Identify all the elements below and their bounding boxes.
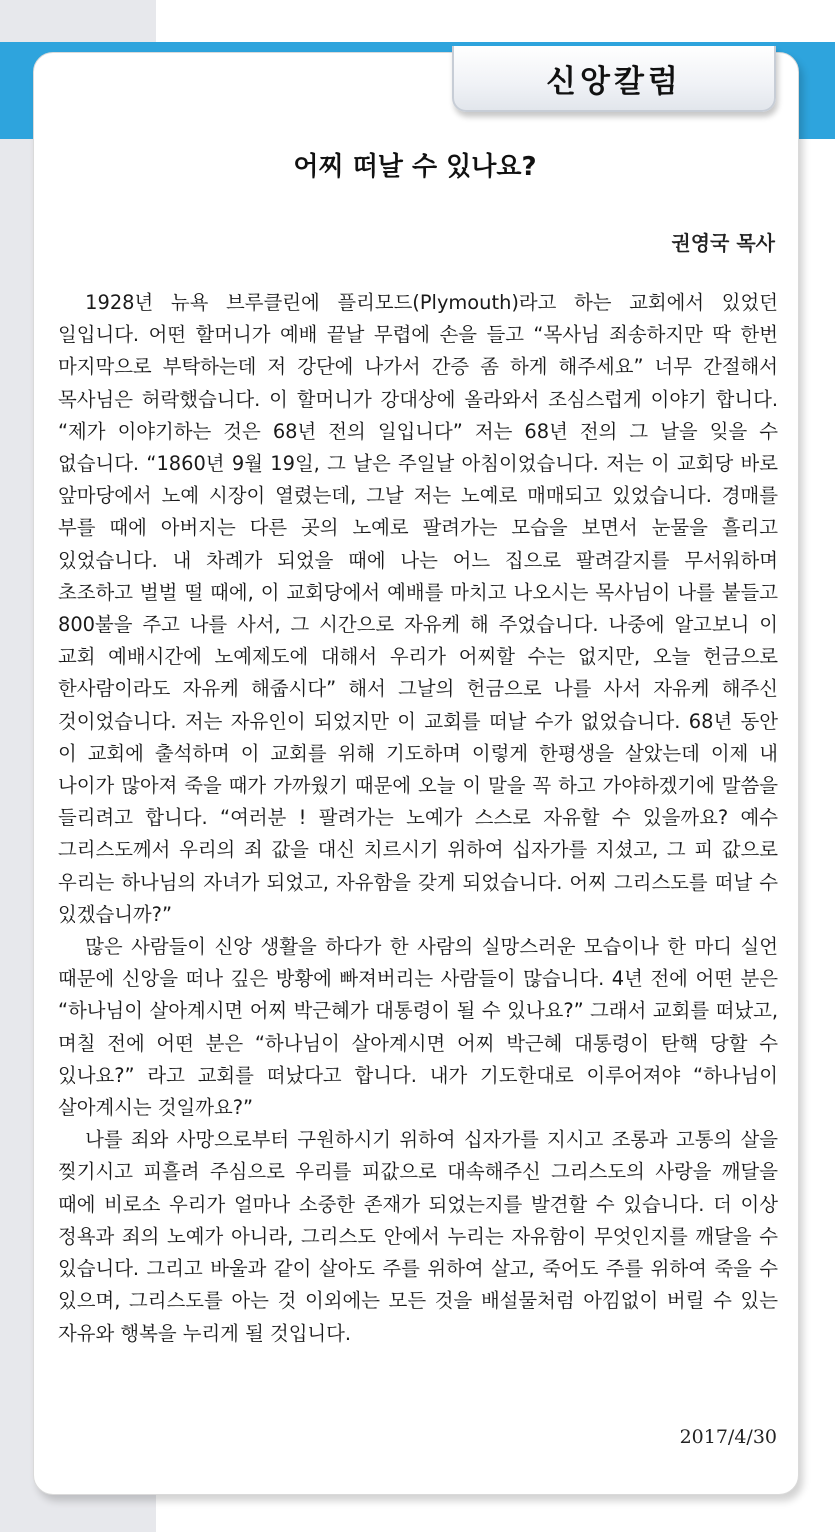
column-tab: [452, 46, 776, 112]
article-author: 권영국 목사: [671, 231, 775, 255]
column-title: 신앙칼럼: [546, 63, 682, 100]
paragraph: 많은 사람들이 신앙 생활을 하다가 한 사람의 실망스러운 모습이나 한 마디 실언 때문에 신앙을 떠나 깊은 방황에 빠져버리는 사람들이 많습니다. 4년 전에 어떤 분은 “하나님이 살아계시면 어찌 박근혜가 대통령이 될 수 있나요?” 그래서 교회를 떠났고, 며칠 전에 어떤 분은 “하나님이 살아계시면 어찌 박근혜 대통령이 탄핵 당할 수 있나요?” 라고 교회를 떠났다고 합니다. 내가 기도한대로 이루어져야 “하나님이 살아계시는 것일까요?”: [58, 935, 778, 1120]
paragraph: 나를 죄와 사망으로부터 구원하시기 위하여 십자가를 지시고 조롱과 고통의 살을 찢기시고 피흘려 주심으로 우리를 피값으로 대속해주신 그리스도의 사랑을 깨달을 때에 비로소 우리가 얼마나 소중한 존재가 되었는지를 발견할 수 있습니다. 더 이상 정욕과 죄의 노예가 아니라, 그리스도 안에서 누리는 자유함이 무엇인지를 깨달을 수 있습니다. 그리고 바울과 같이 살아도 주를 위하여 살고, 죽어도 주를 위하여 죽을 수 있으며, 그리스도를 아는 것 이외에는 모든 것을 배설물처럼 아낌없이 버릴 수 있는 자유와 행복을 누리게 될 것입니다.: [58, 1128, 778, 1345]
paragraph: 1928년 뉴욕 브루클린에 플리모드(Plymouth)라고 하는 교회에서 있었던 일입니다. 어떤 할머니가 예배 끝날 무렵에 손을 들고 “목사님 죄송하지만 딱 한번 마지막으로 부탁하는데 저 강단에 나가서 간증 좀 하게 해주세요” 너무 간절해서 목사님은 허락했습니다. 이 할머니가 강대상에 올라와서 조심스럽게 이야기 합니다. “제가 이야기하는 것은 68년 전의 일입니다” 저는 68년 전의 그 날을 잊을 수 없습니다. “1860년 9월 19일, 그 날은 주일날 아침이었습니다. 저는 이 교회당 바로 앞마당에서 노예 시장이 열렸는데, 그날 저는 노예로 매매되고 있었습니다. 경매를 부를 때에 아버지는 다른 곳의 노예로 팔려가는 모습을 보면서 눈물을 흘리고 있었습니다. 내 차례가 되었을 때에 나는 어느 집으로 팔려갈지를 무서워하며 초조하고 벌벌 떨 때에, 이 교회당에서 예배를 마치고 나오시는 목사님이 나를 붙들고 800불을 주고 나를 사서, 그 시간으로 자유케 해 주었습니다. 나중에 알고보니 이 교회 예배시간에 노예제도에 대해서 우리가 어찌할 수는 없지만, 오늘 헌금으로 한사람이라도 자유케 해줍시다” 해서 그날의 헌금으로 나를 사서 자유케 해주신 것이었습니다. 저는 자유인이 되었지만 이 교회를 떠날 수가 없었습니다. 68년 동안 이 교회에 출석하며 이 교회를 위해 기도하며 이렇게 한평생을 살았는데 이제 내 나이가 많아져 죽을 때가 가까웠기 때문에 오늘 이 말을 꼭 하고 가야하겠기에 말씀을 들리려고 합니다. “여러분 ! 팔려가는 노예가 스스로 자유할 수 있을까요? 예수 그리스도께서 우리의 죄 값을 대신 치르시기 위하여 십자가를 지셨고, 그 피 값으로 우리는 하나님의 자녀가 되었고, 자유함을 갖게 되었습니다. 어찌 그리스도를 떠날 수 있겠습니까?”: [58, 291, 778, 926]
article-title: 어찌 떠날 수 있나요?: [293, 152, 537, 182]
article-body: [58, 287, 778, 1350]
article-date: 2017/4/30: [679, 1426, 777, 1448]
